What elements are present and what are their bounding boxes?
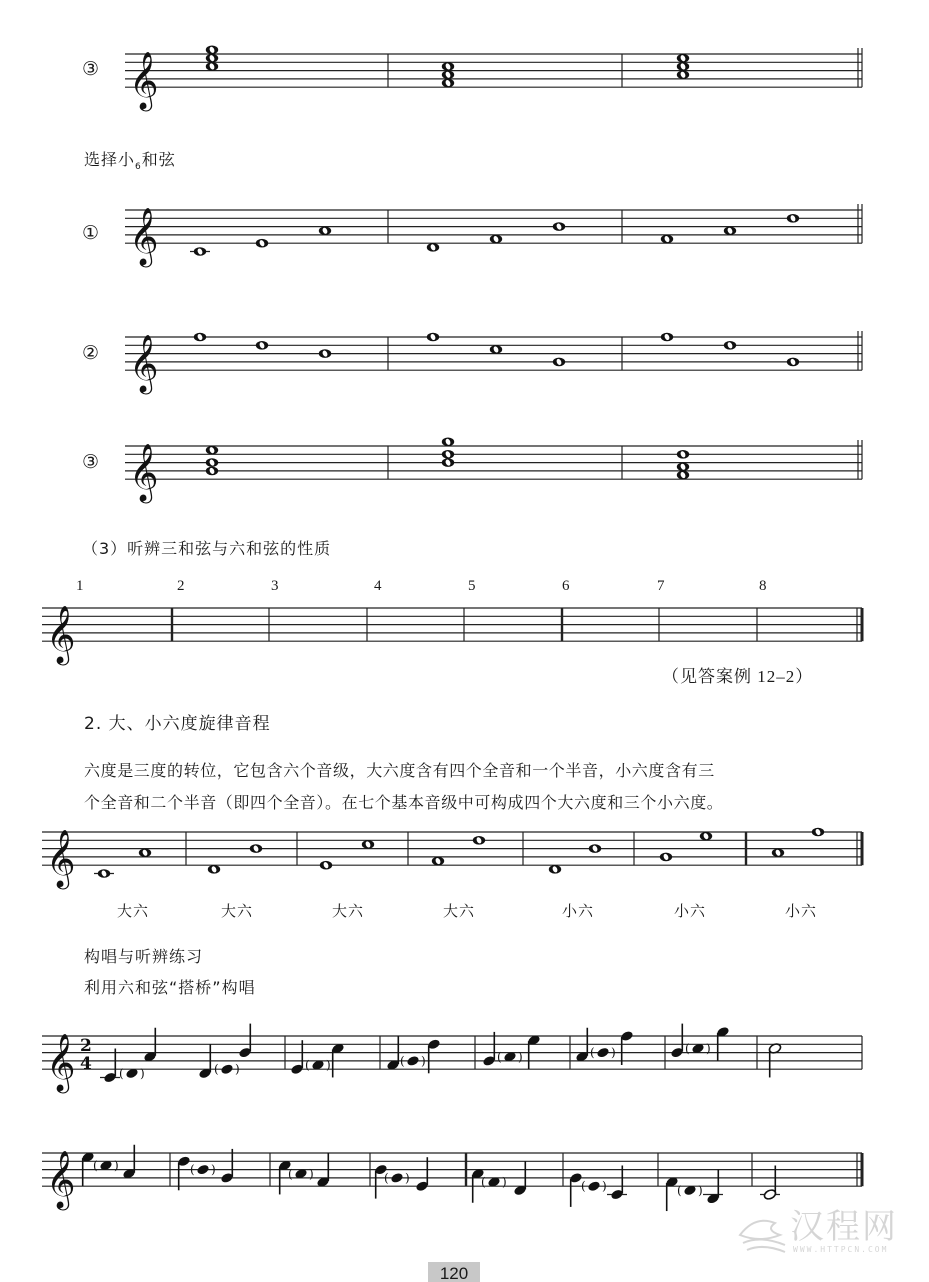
treble-clef-icon: 𝄞: [129, 51, 159, 110]
exercise-number-2: ②: [82, 342, 100, 364]
parenthesized-note: [596, 1047, 610, 1059]
svg-text:): ): [309, 1166, 314, 1181]
svg-text:): ): [611, 1045, 616, 1060]
staff-sixths: [42, 828, 862, 891]
treble-clef-icon: 𝄞: [129, 207, 159, 266]
svg-text:(: (: [119, 1066, 124, 1081]
svg-text:): ): [405, 1170, 410, 1185]
interval-label: 小六: [562, 902, 595, 920]
answer-reference: （见答案例 12–2）: [662, 667, 814, 686]
svg-text:(: (: [497, 1049, 502, 1064]
measure-number: 4: [374, 578, 382, 594]
svg-text:): ): [502, 1175, 507, 1190]
time-signature-top: 2: [80, 1036, 92, 1056]
staff-practice-1: [42, 1024, 862, 1095]
svg-text:): ): [698, 1183, 703, 1198]
svg-text:(: (: [590, 1045, 595, 1060]
staff-listening: [42, 605, 862, 666]
measure-number: 6: [562, 578, 570, 594]
heading-text: 选择小: [84, 150, 136, 169]
treble-clef-icon: 𝄞: [46, 1150, 76, 1209]
section-heading-sixths: 2. 大、小六度旋律音程: [84, 714, 271, 734]
svg-text:(: (: [481, 1175, 486, 1190]
section-subheading-bridge: 利用六和弦“搭桥”构唱: [84, 978, 256, 997]
measure-number: 2: [177, 578, 185, 594]
svg-text:): ): [140, 1066, 145, 1081]
interval-label: 大六: [117, 902, 150, 920]
measure-number: 3: [271, 578, 279, 594]
svg-text:): ): [326, 1058, 331, 1073]
measure-number: 7: [657, 578, 665, 594]
parenthesized-note: [406, 1055, 420, 1067]
svg-text:(: (: [685, 1041, 690, 1056]
exercise-number-1: ①: [82, 222, 100, 244]
measure-number: 1: [76, 578, 84, 594]
svg-text:): ): [114, 1158, 119, 1173]
heading-subscript: 6: [135, 162, 142, 173]
section-heading-practice: 构唱与听辨练习: [84, 947, 204, 966]
svg-text:(: (: [677, 1183, 682, 1198]
svg-text:(: (: [288, 1166, 293, 1181]
staff-m6-2: [125, 331, 862, 395]
treble-clef-icon: 𝄞: [46, 1033, 76, 1092]
section-heading-listening: （3）听辨三和弦与六和弦的性质: [82, 539, 332, 558]
svg-text:): ): [235, 1062, 240, 1077]
staff-m6-3: [125, 438, 862, 505]
treble-clef-icon: 𝄞: [46, 605, 76, 664]
paragraph-line-2: 个全音和二个半音（即四个全音）。在七个基本音级中可构成四个大六度和三个小六度。: [84, 793, 724, 812]
svg-text:): ): [421, 1053, 426, 1068]
paragraph-line-1: 六度是三度的转位，它包含六个音级，大六度含有四个全音和一个半音，小六度含有三: [84, 761, 715, 780]
interval-label: 小六: [674, 902, 707, 920]
svg-text:(: (: [400, 1053, 405, 1068]
svg-text:(: (: [581, 1179, 586, 1194]
watermark-text: 汉程网: [790, 1207, 898, 1247]
dragon-logo-icon: [735, 1195, 790, 1255]
staff-m6-1: [125, 204, 862, 268]
svg-text:): ): [602, 1179, 607, 1194]
interval-label: 小六: [785, 902, 818, 920]
svg-text:(: (: [214, 1062, 219, 1077]
svg-text:): ): [706, 1041, 711, 1056]
page-number: 120: [428, 1262, 480, 1282]
svg-text:(: (: [93, 1158, 98, 1173]
interval-label: 大六: [443, 902, 476, 920]
measure-number: 5: [468, 578, 476, 594]
heading-tail: 和弦: [141, 150, 176, 169]
exercise-number-3: ③: [82, 451, 100, 473]
interval-label: 大六: [221, 902, 254, 920]
parenthesized-note: [587, 1180, 601, 1192]
svg-text:(: (: [384, 1170, 389, 1185]
treble-clef-icon: 𝄞: [46, 829, 76, 888]
parenthesized-note: [196, 1164, 210, 1176]
parenthesized-note: [390, 1172, 404, 1184]
time-signature-bottom: 4: [80, 1054, 92, 1074]
svg-text:(: (: [305, 1058, 310, 1073]
measure-number: 8: [759, 578, 767, 594]
treble-clef-icon: 𝄞: [129, 443, 159, 502]
watermark: [735, 1195, 925, 1265]
svg-text:): ): [518, 1049, 523, 1064]
treble-clef-icon: 𝄞: [129, 334, 159, 393]
interval-label: 大六: [332, 902, 365, 920]
svg-text:): ): [211, 1162, 216, 1177]
parenthesized-note: [220, 1063, 234, 1075]
staff-top-3: [125, 46, 862, 113]
watermark-url: WWW.HTTPCN.COM: [793, 1245, 889, 1254]
svg-text:(: (: [190, 1162, 195, 1177]
exercise-number-3-top: ③: [82, 58, 100, 80]
